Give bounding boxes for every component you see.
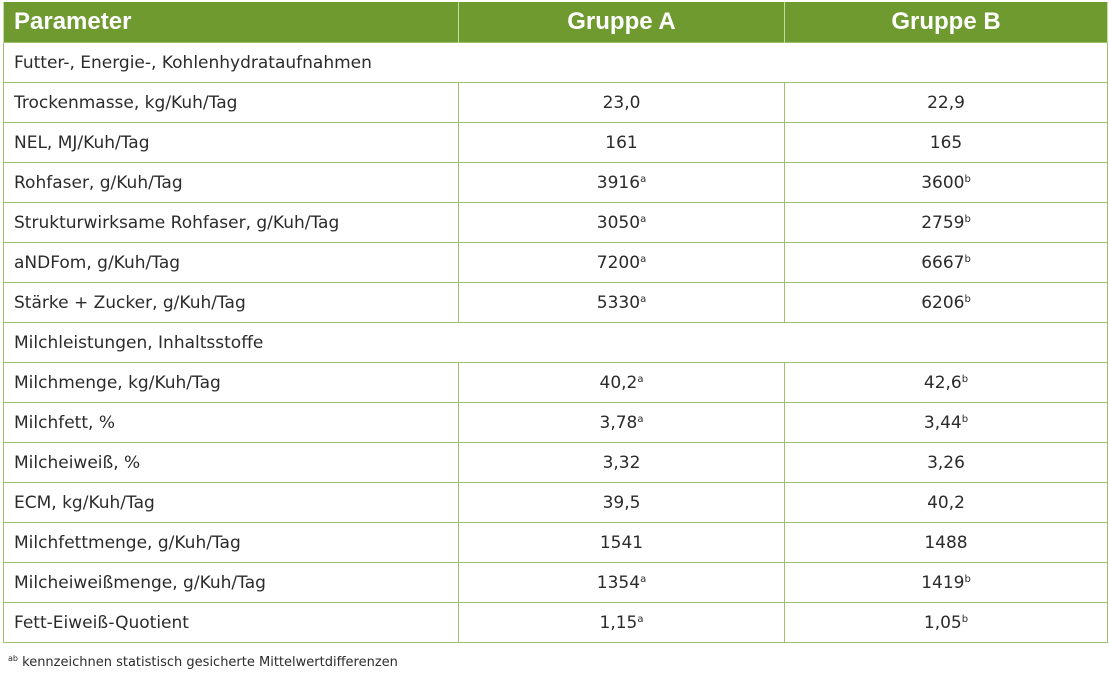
cell-group-b [785, 363, 1108, 403]
cell-group-b [785, 243, 1108, 283]
table-body [4, 43, 1108, 643]
cell-group-b [785, 443, 1108, 483]
table-row [4, 523, 1108, 563]
cell-value: 6206 [921, 292, 965, 313]
table-row [4, 203, 1108, 243]
row-label: Stärke + Zucker, g/Kuh/Tag [4, 283, 459, 323]
cell-group-a [459, 443, 785, 483]
cell-value: 1354 [596, 572, 641, 593]
cell-value: 3916 [596, 172, 641, 193]
cell-group-b [785, 523, 1108, 563]
cell-group-a [459, 163, 785, 203]
cell-value: 22,9 [927, 92, 965, 113]
cell-group-a [459, 483, 785, 523]
significance-marker: b [961, 613, 969, 625]
significance-marker: a [637, 413, 644, 425]
results-table [3, 2, 1108, 643]
table-row [4, 163, 1108, 203]
section-row [4, 43, 1108, 83]
cell-value: 5330 [596, 292, 641, 313]
cell-value: 3,26 [927, 452, 965, 473]
footnote [8, 655, 398, 670]
cell-group-a [459, 83, 785, 123]
row-label: Milchmenge, kg/Kuh/Tag [4, 363, 459, 403]
table-row [4, 483, 1108, 523]
cell-group-b [785, 83, 1108, 123]
row-label: ECM, kg/Kuh/Tag [4, 483, 459, 523]
cell-value: 23,0 [602, 92, 641, 113]
row-label: Trockenmasse, kg/Kuh/Tag [4, 83, 459, 123]
cell-group-b [785, 203, 1108, 243]
significance-marker: a [640, 253, 647, 265]
table-row [4, 403, 1108, 443]
significance-marker: a [640, 173, 647, 185]
table-header-row [4, 2, 1108, 43]
section-title: Milchleistungen, Inhaltsstoffe [4, 323, 1108, 363]
row-label: Milchfettmenge, g/Kuh/Tag [4, 523, 459, 563]
table-row [4, 363, 1108, 403]
cell-value: 40,2 [927, 492, 965, 513]
cell-value: 2759 [921, 212, 965, 233]
table-row [4, 243, 1108, 283]
row-label: NEL, MJ/Kuh/Tag [4, 123, 459, 163]
cell-value: 7200 [596, 252, 641, 273]
cell-value: 3,78 [599, 412, 638, 433]
significance-marker: b [961, 413, 969, 425]
cell-group-a [459, 603, 785, 643]
significance-marker: a [640, 213, 647, 225]
cell-value: 39,5 [602, 492, 641, 513]
cell-value: 6667 [921, 252, 965, 273]
cell-group-b [785, 123, 1108, 163]
cell-group-b [785, 283, 1108, 323]
cell-group-a [459, 363, 785, 403]
footnote-text: kennzeichnen statistisch gesicherte Mittelwertdifferenzen [22, 655, 398, 670]
cell-group-b [785, 603, 1108, 643]
row-label: Rohfaser, g/Kuh/Tag [4, 163, 459, 203]
significance-marker: b [964, 253, 971, 265]
cell-value: 161 [605, 132, 638, 153]
cell-value: 165 [929, 132, 963, 153]
table-row [4, 563, 1108, 603]
cell-value: 1419 [921, 572, 965, 593]
cell-group-a [459, 123, 785, 163]
cell-value: 1,05 [923, 612, 962, 633]
row-label: Milchfett, % [4, 403, 459, 443]
significance-marker: b [961, 373, 969, 385]
results-table-container [3, 2, 1107, 643]
cell-group-a [459, 283, 785, 323]
significance-marker: a [637, 373, 644, 385]
cell-value: 3,44 [923, 412, 962, 433]
cell-group-b [785, 483, 1108, 523]
significance-marker: a [637, 613, 644, 625]
cell-value: 40,2 [599, 372, 638, 393]
row-label: Milcheiweiß, % [4, 443, 459, 483]
cell-value: 1488 [924, 532, 968, 553]
footnote-marker: ab [8, 654, 18, 663]
significance-marker: b [964, 173, 971, 185]
header-group-b: Gruppe B [785, 2, 1108, 43]
table-row [4, 123, 1108, 163]
row-label: aNDFom, g/Kuh/Tag [4, 243, 459, 283]
significance-marker: b [964, 573, 971, 585]
row-label: Strukturwirksame Rohfaser, g/Kuh/Tag [4, 203, 459, 243]
header-group-a: Gruppe A [459, 2, 785, 43]
section-title: Futter-, Energie-, Kohlenhydrataufnahmen [4, 43, 1108, 83]
significance-marker: a [640, 573, 647, 585]
cell-group-b [785, 563, 1108, 603]
cell-value: 1,15 [599, 612, 638, 633]
cell-value: 3050 [596, 212, 641, 233]
cell-group-b [785, 163, 1108, 203]
table-row [4, 83, 1108, 123]
header-parameter: Parameter [4, 2, 459, 43]
row-label: Fett-Eiweiß-Quotient [4, 603, 459, 643]
table-row [4, 603, 1108, 643]
cell-value: 42,6 [923, 372, 962, 393]
table-row [4, 283, 1108, 323]
significance-marker: b [964, 213, 971, 225]
cell-group-a [459, 523, 785, 563]
table-row [4, 443, 1108, 483]
significance-marker: b [964, 293, 971, 305]
cell-group-a [459, 203, 785, 243]
row-label: Milcheiweißmenge, g/Kuh/Tag [4, 563, 459, 603]
significance-marker: a [640, 293, 647, 305]
cell-group-b [785, 403, 1108, 443]
cell-group-a [459, 403, 785, 443]
cell-value: 3,32 [602, 452, 641, 473]
cell-value: 1541 [599, 532, 644, 553]
cell-group-a [459, 563, 785, 603]
cell-group-a [459, 243, 785, 283]
cell-value: 3600 [921, 172, 965, 193]
section-row [4, 323, 1108, 363]
